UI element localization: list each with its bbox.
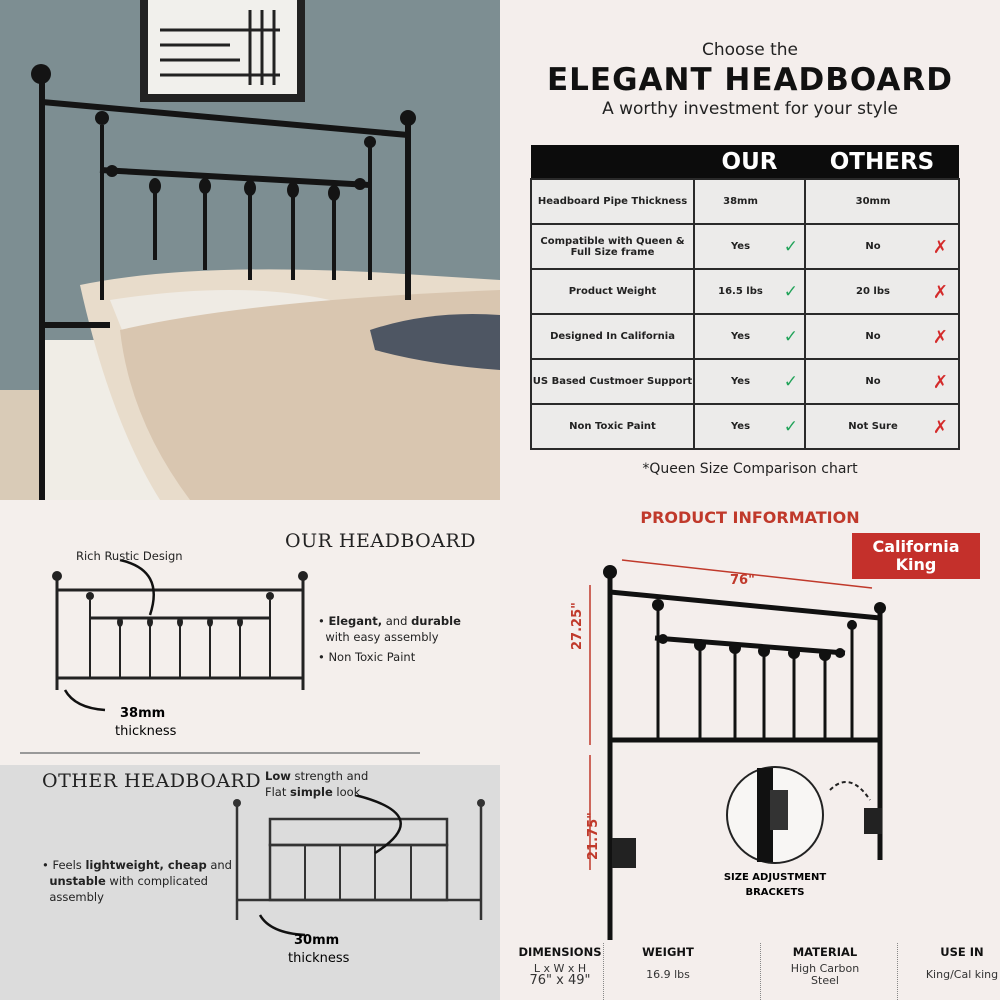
our-thickness-label: thickness [115, 724, 177, 739]
spec-item [500, 945, 620, 987]
spec-line2: Steel [811, 974, 839, 987]
col-others: OTHERS [805, 145, 959, 179]
spec-line1: High Carbon [790, 962, 860, 975]
our-headboard-diagram [45, 560, 315, 720]
bullet-non-toxic: • Non Toxic Paint [318, 650, 416, 664]
feature-cell: Headboard Pipe Thickness [531, 179, 694, 224]
bullet-elegant: • Elegant, and durable with easy assembly [318, 614, 461, 644]
feature-cell: US Based Custmoer Support [531, 359, 694, 404]
spec-divider [897, 943, 898, 1000]
check-icon: ✓ [783, 417, 798, 437]
ours-cell: Yes ✓ [694, 359, 805, 404]
table-header [531, 145, 959, 179]
comparison-title: ELEGANT HEADBOARD [546, 62, 953, 98]
ours-cell: Yes ✓ [694, 224, 805, 269]
others-cell: No ✗ [805, 224, 959, 269]
spec-heading: DIMENSIONS [518, 945, 602, 959]
spec-heading: WEIGHT [642, 945, 694, 959]
other-thickness-label: thickness [288, 951, 350, 966]
comparison-subtitle: A worthy investment for your style [602, 99, 898, 119]
spec-line2: 76" x 49" [529, 973, 591, 988]
our-thickness-value: 38mm [120, 706, 166, 721]
bedroom-photo [0, 0, 500, 500]
ours-cell: 38mm [694, 179, 805, 224]
ours-cell: 16.5 lbs ✓ [694, 269, 805, 314]
height-top-dimension: 27.25" [570, 602, 585, 650]
table-row [531, 404, 959, 449]
spec-divider [760, 943, 761, 1000]
others-cell: No ✗ [805, 359, 959, 404]
check-icon: ✓ [783, 327, 798, 347]
feature-cell: Compatible with Queen & Full Size frame [531, 224, 694, 269]
table-row [531, 224, 959, 269]
ours-cell: Yes ✓ [694, 404, 805, 449]
comparison-note: *Queen Size Comparison chart [642, 461, 858, 477]
spec-line1: 16.9 lbs [646, 968, 690, 981]
other-headboard-diagram [225, 795, 495, 955]
spec-line1: King/Cal king [925, 968, 999, 981]
bullet-lightweight: • Feels lightweight, cheap and unstable with complicated assembly [42, 858, 232, 904]
table-row [531, 314, 959, 359]
cross-icon: ✗ [932, 372, 948, 393]
product-info-title: PRODUCT INFORMATION [640, 508, 860, 527]
others-cell: No ✗ [805, 314, 959, 359]
height-bottom-dimension: 21.75" [586, 812, 601, 860]
cross-icon: ✗ [932, 237, 948, 258]
comparison-table [530, 145, 960, 450]
our-headboard-panel [0, 500, 500, 765]
spec-item [608, 945, 728, 981]
cross-icon: ✗ [932, 327, 948, 348]
spec-heading: USE IN [940, 945, 984, 959]
others-cell: Not Sure ✗ [805, 404, 959, 449]
divider [20, 752, 420, 754]
comparison-panel [500, 0, 1000, 500]
spec-divider [603, 943, 604, 1000]
others-cell: 30mm [805, 179, 959, 224]
other-thickness-value: 30mm [294, 933, 340, 948]
feature-cell: Non Toxic Paint [531, 404, 694, 449]
spec-heading: MATERIAL [792, 945, 858, 959]
product-info-panel [500, 500, 1000, 1000]
width-dimension: 76" [730, 573, 755, 588]
cross-icon: ✗ [932, 282, 948, 303]
check-icon: ✓ [783, 237, 798, 257]
size-badge: California King [852, 533, 980, 579]
others-cell: 20 lbs ✗ [805, 269, 959, 314]
bracket-label: SIZE ADJUSTMENT BRACKETS [723, 872, 827, 898]
spec-item [765, 945, 885, 987]
intro-text: Choose the [701, 40, 799, 60]
feature-cell: Designed In California [531, 314, 694, 359]
ours-cell: Yes ✓ [694, 314, 805, 359]
other-headboard-panel [0, 765, 500, 1000]
rich-rustic-callout: Rich Rustic Design [76, 549, 183, 563]
table-row [531, 269, 959, 314]
check-icon: ✓ [783, 282, 798, 302]
our-headboard-title: OUR HEADBOARD [285, 530, 476, 552]
col-ours: OUR [694, 145, 805, 179]
feature-cell: Product Weight [531, 269, 694, 314]
low-strength-callout: Low strength and Flat simple look [265, 769, 369, 799]
check-icon: ✓ [783, 372, 798, 392]
other-headboard-title: OTHER HEADBOARD [42, 770, 262, 792]
spec-line1: L x W x H [533, 962, 587, 975]
table-row [531, 359, 959, 404]
table-row [531, 179, 959, 224]
cross-icon: ✗ [932, 417, 948, 438]
spec-item [902, 945, 1000, 981]
